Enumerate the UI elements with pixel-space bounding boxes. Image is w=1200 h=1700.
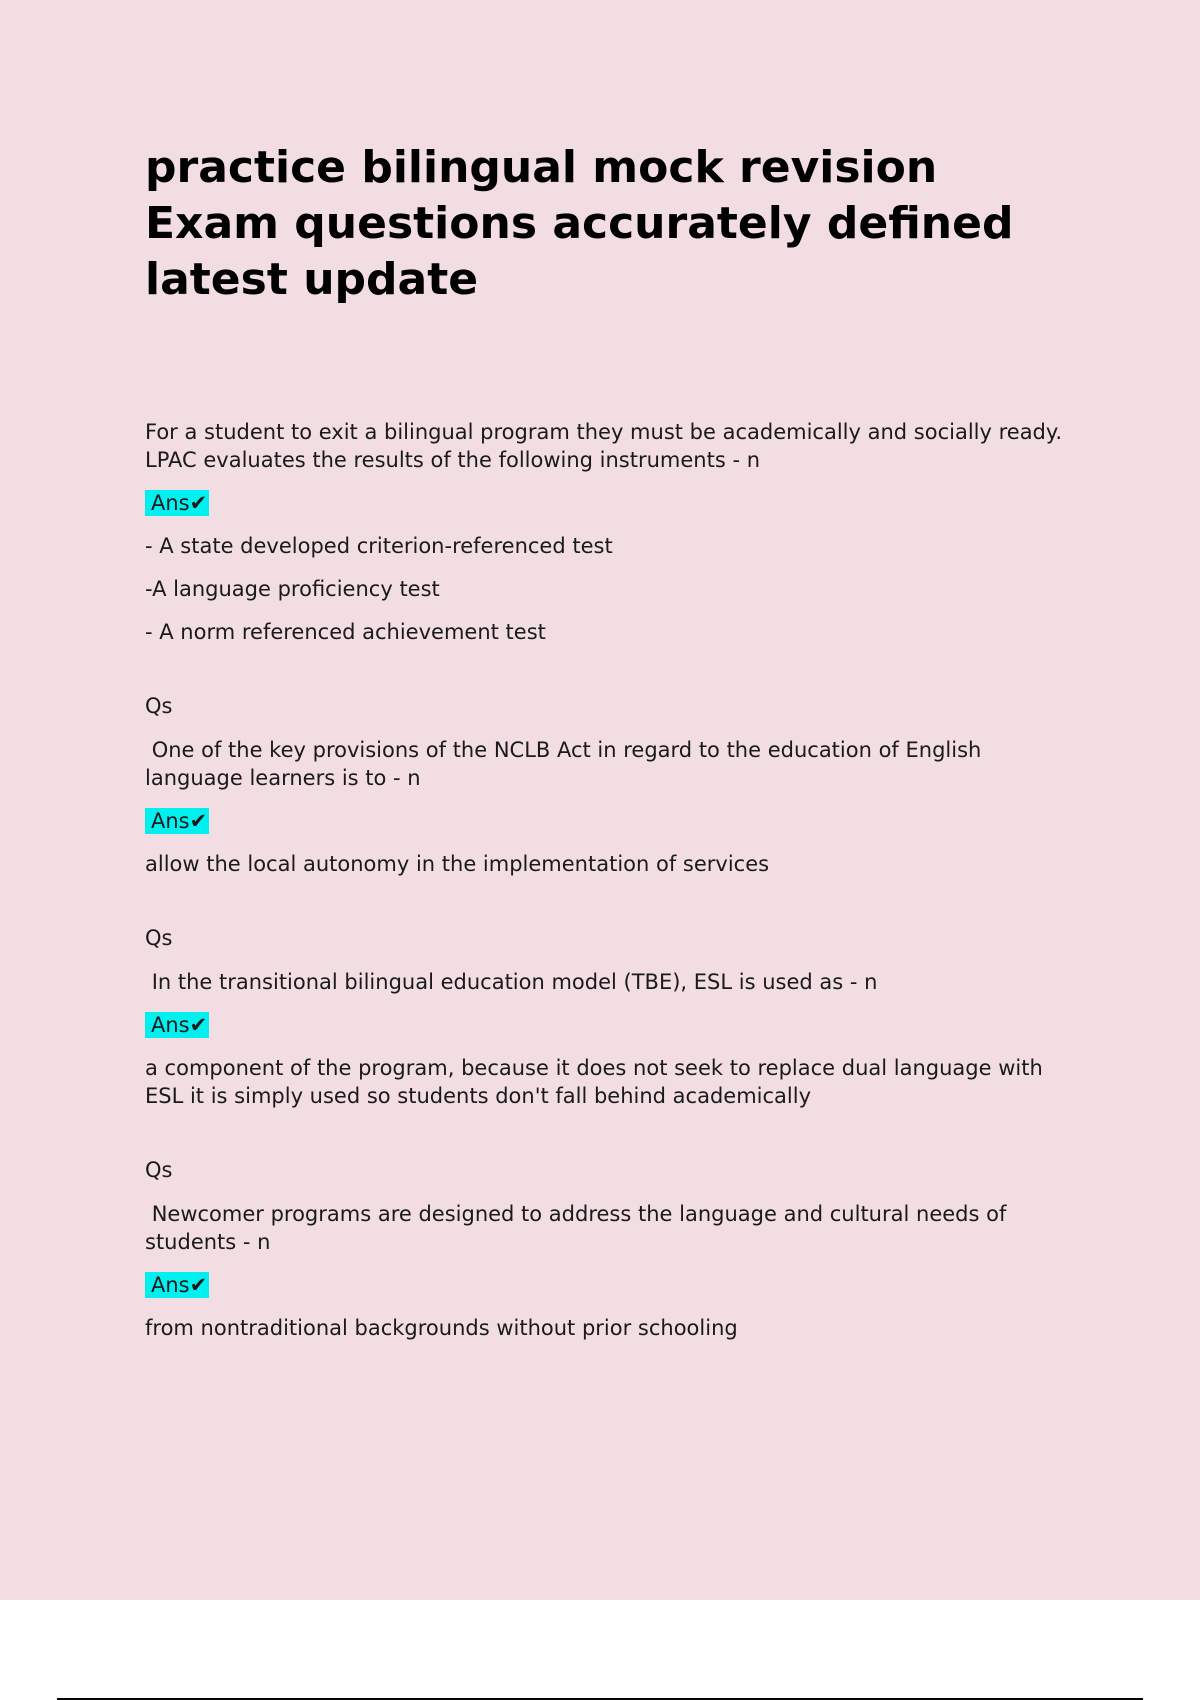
answer-line: -A language proficiency test (145, 577, 440, 601)
question-text: For a student to exit a bilingual program they must be academically and socially ready. LPAC evaluates the results of the following instruments - n (145, 420, 1069, 472)
answer-line: from nontraditional backgrounds without prior schooling (145, 1316, 738, 1340)
qa-list (145, 418, 1075, 1342)
question-text: In the transitional bilingual education model (TBE), ESL is used as - n (145, 970, 878, 994)
answer-badge: Ans✔ (145, 1012, 209, 1038)
question-label: Qs (145, 1158, 173, 1182)
document-content (145, 140, 1075, 1342)
answer-line: - A norm referenced achievement test (145, 620, 546, 644)
question-label: Qs (145, 926, 173, 950)
answer-badge: Ans✔ (145, 808, 209, 834)
qa-item (145, 1156, 1075, 1342)
question-text: One of the key provisions of the NCLB Act in regard to the education of English language learners is to - n (145, 738, 989, 790)
question-label: Qs (145, 694, 173, 718)
answer-line: a component of the program, because it does not seek to replace dual language with ESL it is simply used so students don't fall behind academically (145, 1056, 1043, 1108)
qa-item (145, 692, 1075, 878)
answer-line: allow the local autonomy in the implementation of services (145, 852, 770, 876)
question-text: Newcomer programs are designed to address the language and cultural needs of students - n (145, 1202, 1014, 1254)
answer-badge: Ans✔ (145, 490, 209, 516)
document-title: practice bilingual mock revision Exam questions accurately defined latest update (145, 142, 1014, 305)
answer-badge: Ans✔ (145, 1272, 209, 1298)
answer-line: - A state developed criterion-referenced test (145, 534, 613, 558)
qa-item (145, 418, 1075, 646)
qa-item (145, 924, 1075, 1110)
